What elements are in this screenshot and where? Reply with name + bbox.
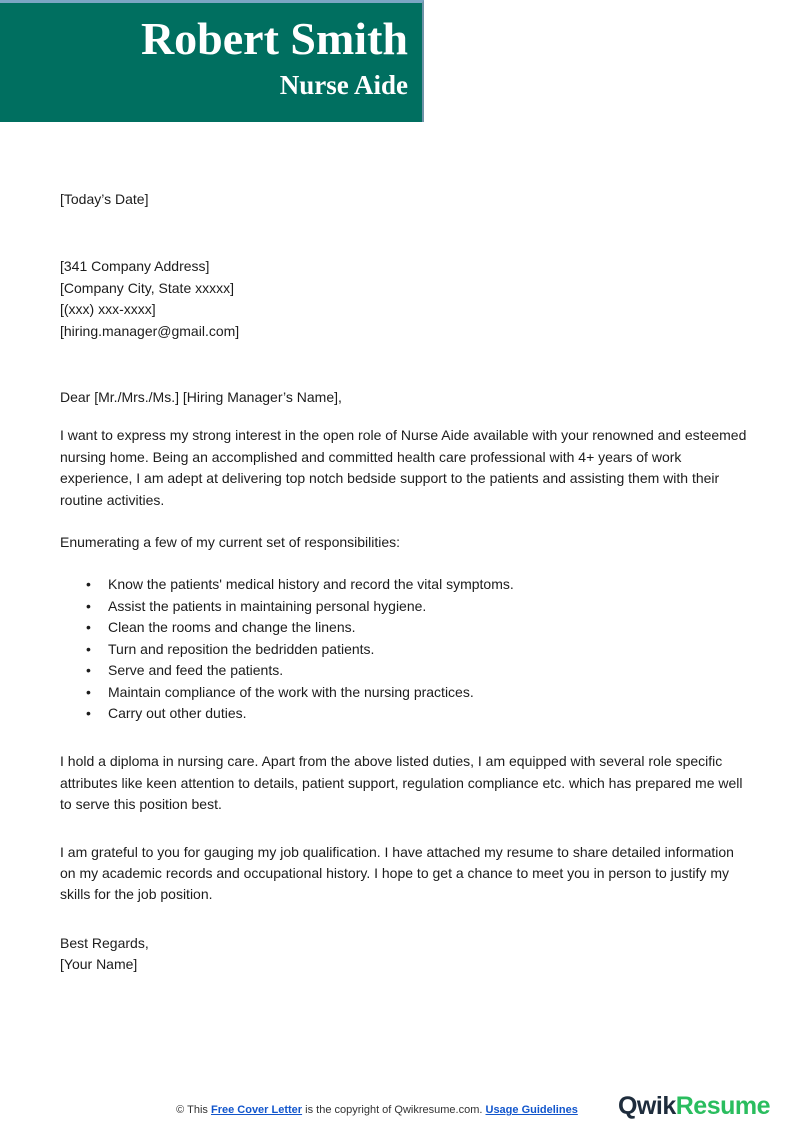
closing-line: Best Regards, [60, 934, 149, 951]
address-line-email: [hiring.manager@gmail.com] [60, 322, 240, 339]
address-block [60, 256, 748, 342]
gratitude-paragraph: I am grateful to you for gauging my job qualification. I have attached my resume to share detailed information on my academic records and occupational history. I hope to get a chance to meet you in person to justify my skills for the job position. [60, 843, 734, 903]
letter-body [0, 122, 800, 976]
candidate-job-title: Nurse Aide [279, 70, 408, 101]
list-item: • Turn and reposition the bedridden patients. [108, 639, 748, 660]
intro-paragraph: I want to express my strong interest in the open role of Nurse Aide available with your renowned and esteemed nursing home. Being an accomplished and committed health care professional with 4+ years of work experience, I am adept at delivering top notch bedside support to the patients and assisting them with their routine activities. [60, 427, 747, 508]
signature-line: [Your Name] [60, 956, 138, 973]
qwikresume-logo[interactable] [618, 1092, 770, 1121]
logo-resume-text: Resume [675, 1092, 770, 1120]
candidate-name: Robert Smith [140, 13, 408, 64]
header-band [0, 0, 424, 122]
list-item: • Serve and feed the patients. [108, 660, 748, 681]
list-item: • Carry out other duties. [108, 703, 748, 724]
copyright-prefix: © This [176, 1104, 208, 1116]
salutation-line: Dear [Mr./Mrs./Ms.] [Hiring Manager’s Name], [60, 389, 342, 406]
responsibilities-list [60, 574, 748, 724]
date-line: [Today’s Date] [60, 191, 149, 207]
qualifications-paragraph: I hold a diploma in nursing care. Apart from the above listed duties, I am equipped with several role specific attributes like keen attention to details, patient support, regulation compliance etc. which has prepared me well to serve this position best. [60, 753, 743, 813]
address-line-street: [341 Company Address] [60, 258, 210, 275]
address-line-city: [Company City, State xxxxx] [60, 279, 235, 296]
logo-qwik-text: Qwik [617, 1092, 676, 1120]
list-item: • Assist the patients in maintaining personal hygiene. [108, 596, 748, 617]
list-item: • Clean the rooms and change the linens. [108, 617, 748, 638]
list-item: • Maintain compliance of the work with the nursing practices. [108, 682, 748, 703]
responsibilities-intro: Enumerating a few of my current set of responsibilities: [60, 534, 401, 551]
copyright-middle: is the copyright of Qwikresume.com. [305, 1104, 483, 1116]
usage-guidelines-link[interactable]: Usage Guidelines [485, 1104, 578, 1116]
free-cover-letter-link[interactable]: Free Cover Letter [210, 1104, 303, 1116]
list-item: • Know the patients' medical history and record the vital symptoms. [108, 574, 748, 595]
address-line-phone: [(xxx) xxx-xxxx] [60, 301, 156, 318]
